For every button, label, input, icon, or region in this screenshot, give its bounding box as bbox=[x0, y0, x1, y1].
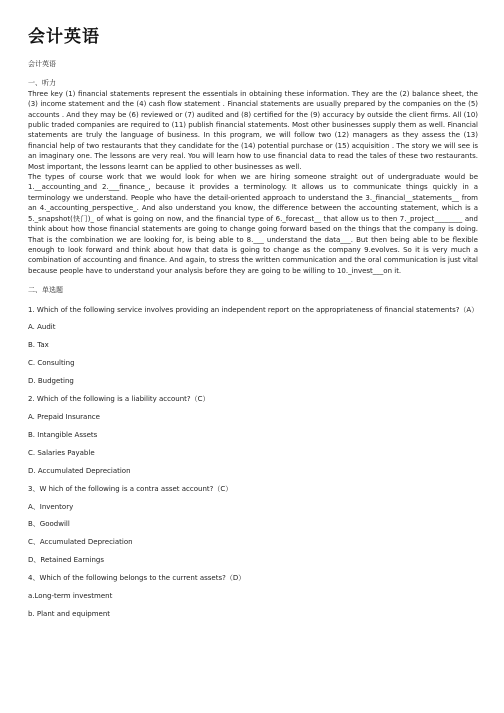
question-item bbox=[28, 305, 478, 387]
question-item bbox=[28, 573, 478, 619]
question-text: 3、W hich of the following is a contra asset account?（C） bbox=[28, 484, 233, 493]
answer-option: D. Accumulated Depreciation bbox=[28, 466, 131, 475]
answer-option: B、Goodwill bbox=[28, 520, 70, 529]
question-list bbox=[28, 305, 478, 620]
answer-option: b. Plant and equipment bbox=[28, 609, 111, 618]
answer-option: A、Inventory bbox=[28, 502, 74, 511]
question-item bbox=[28, 484, 478, 566]
listening-paragraph-1: Three key (1) financial statements represent the essentials in obtaining these information. They are the (2) balance sheet, the (3) income statement and the (4) cash flow statement . Financial statements are usually prepared by the companies on the (5) accounts . And they may be (6) reviewed or (7) audited and (8) certified for the (9) accuracy by outside the client firms. All (10) public traded companies are required to (11) publish financial statements. Most other businesses supply them as well. Financial statements are truly the language of business. In this program, we will follow two (12) managers as they assess the (13) financial help of two restaurants that they candidate for the (14) potential purchase or (15) acquisition . The story we will see is an imaginary one. The lessons are very real. You will learn how to use financial data to read the tales of these two restaurants. Most important, the lessons learnt can be applied to other businesses as well. bbox=[28, 89, 478, 171]
question-text: 4、Which of the following belongs to the current assets?（D） bbox=[28, 574, 246, 583]
answer-option: C、Accumulated Depreciation bbox=[28, 538, 133, 547]
document-title: 会计英语 bbox=[28, 27, 100, 47]
section-heading-listening: 一、听力 bbox=[28, 79, 56, 88]
question-item bbox=[28, 394, 478, 476]
answer-option: A. Prepaid Insurance bbox=[28, 412, 100, 421]
answer-option: A. Audit bbox=[28, 323, 56, 332]
answer-option: B. Intangible Assets bbox=[28, 430, 98, 439]
listening-paragraph-2: The types of course work that we would look for when we are hiring someone straight out of undergraduate would be 1.__accounting_and 2.___finance_, because it provides a terminology. It allows us to communicate things quickly in a terminology we understand. People who have the detail-oriented approach to understand the 3._financial__statements__ from an 4._accounting_perspective_. And also understand you know, the difference between the accounting statement, which is a 5._snapshot(快门)_ of what is going on now, and the financial type of 6._forecast__ that allow us to then 7._project________ and think about how those financial statements are going to change going forward based on the things that the company is doing. That is the combination we are looking for, is being able to 8.___ understand the data___. But then being able to be flexible enough to look forward and think about how that data is going to change as the company 9.evolves. So it is very much a combination of accounting and finance. And again, to stress the written communication and the oral communication is just vital because people have to understand your analysis before they are going to be willing to 10._invest___on it. bbox=[28, 173, 478, 275]
answer-option: D. Budgeting bbox=[28, 377, 74, 386]
question-text: 1. Which of the following service involves providing an independent report on the appropriateness of financial statements?（A） bbox=[28, 305, 479, 314]
answer-option: C. Salaries Payable bbox=[28, 448, 95, 457]
question-text: 2. Which of the following is a liability account?（C） bbox=[28, 395, 210, 404]
answer-option: D、Retained Earnings bbox=[28, 556, 105, 565]
answer-option: B. Tax bbox=[28, 341, 49, 350]
document-subtitle: 会计英语 bbox=[28, 60, 56, 68]
answer-option: C. Consulting bbox=[28, 359, 75, 368]
section-heading-single-choice: 二、单选题 bbox=[28, 286, 63, 295]
answer-option: a.Long-term investment bbox=[28, 592, 113, 601]
